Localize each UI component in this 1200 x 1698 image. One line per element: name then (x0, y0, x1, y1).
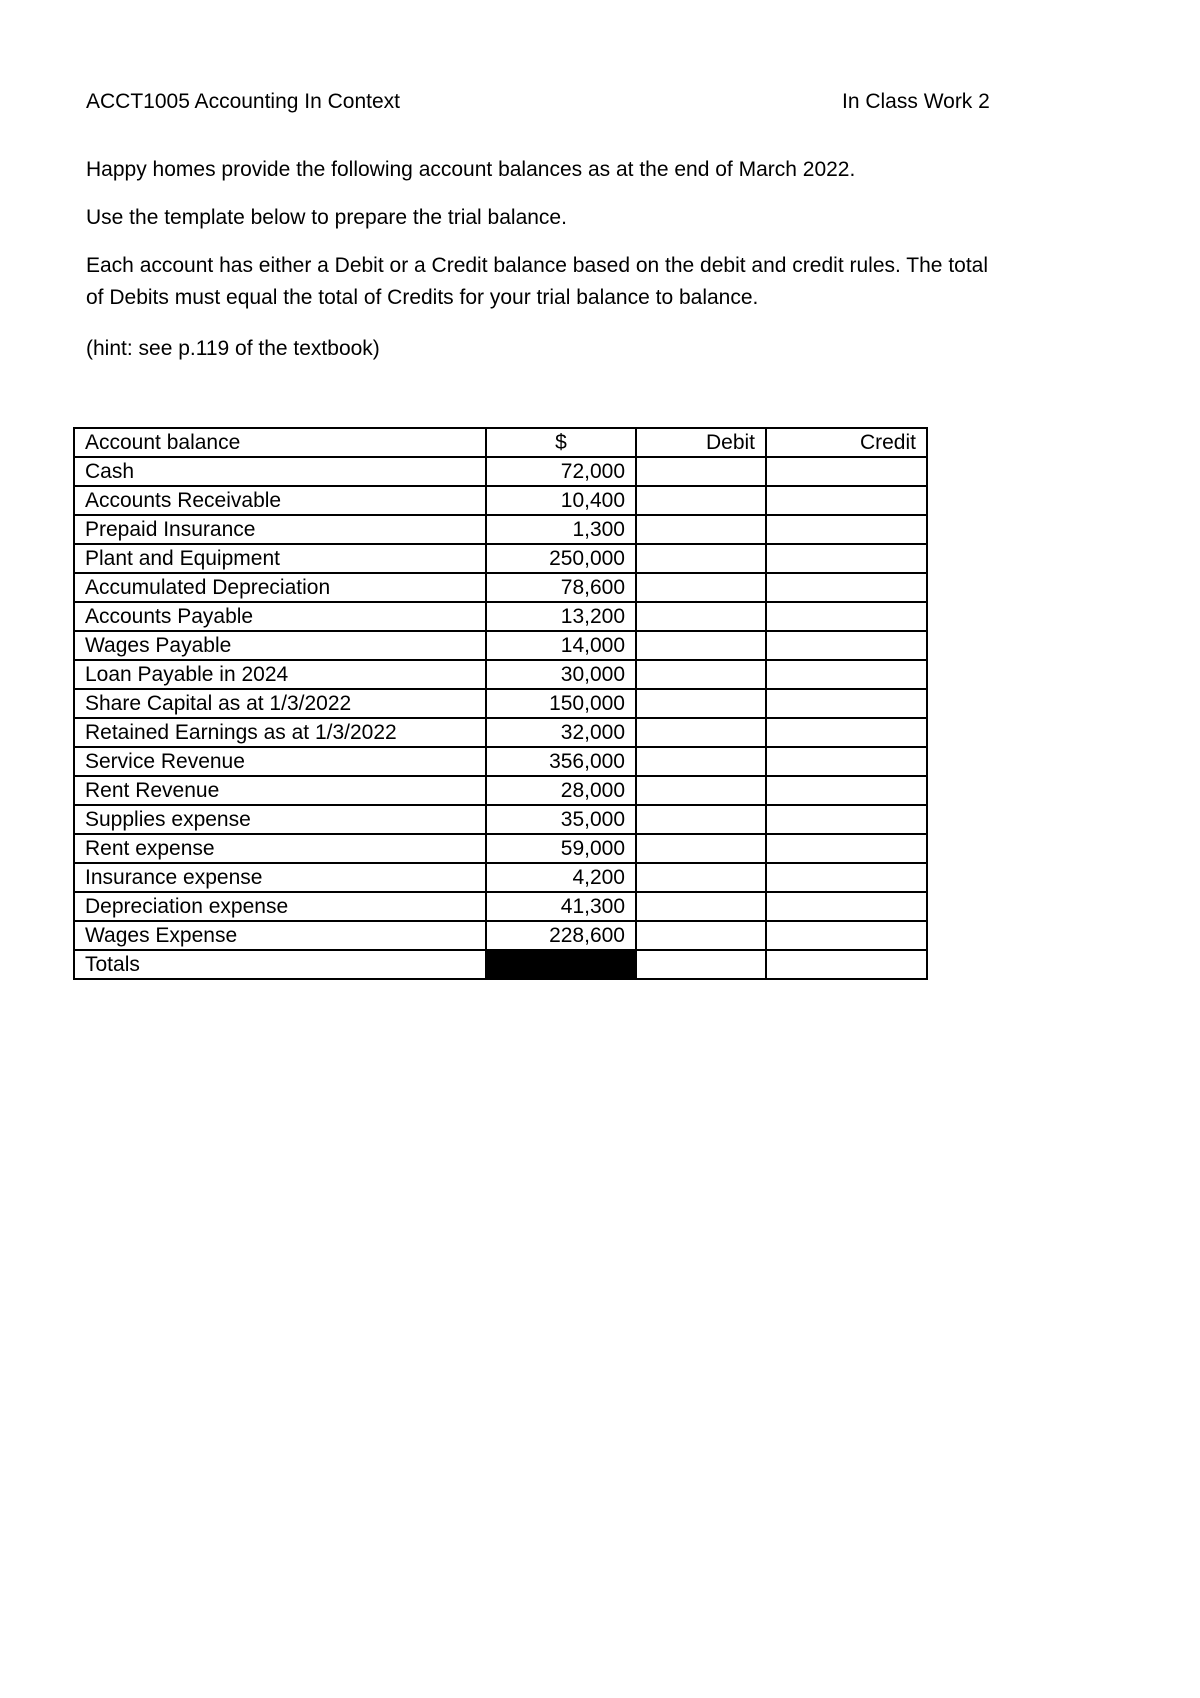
credit-cell[interactable] (766, 863, 927, 892)
credit-cell[interactable] (766, 776, 927, 805)
amount-cell: 78,600 (486, 573, 636, 602)
credit-cell[interactable] (766, 631, 927, 660)
amount-cell: 150,000 (486, 689, 636, 718)
table-row (74, 776, 927, 805)
amount-cell: 30,000 (486, 660, 636, 689)
hint-paragraph: (hint: see p.119 of the textbook) (86, 337, 380, 360)
credit-cell[interactable] (766, 689, 927, 718)
debit-cell[interactable] (636, 515, 766, 544)
account-name-cell: Cash (74, 457, 486, 486)
intro-paragraph-1: Happy homes provide the following account balances as at the end of March 2022. (86, 158, 856, 181)
account-name-cell: Accounts Receivable (74, 486, 486, 515)
account-name-cell: Plant and Equipment (74, 544, 486, 573)
table-row (74, 863, 927, 892)
account-name-cell: Service Revenue (74, 747, 486, 776)
table-row (74, 515, 927, 544)
credit-cell[interactable] (766, 515, 927, 544)
credit-cell[interactable] (766, 718, 927, 747)
table-body (74, 457, 927, 979)
credit-cell[interactable] (766, 747, 927, 776)
debit-cell[interactable] (636, 544, 766, 573)
header-account-balance: Account balance (74, 428, 486, 457)
header-debit: Debit (636, 428, 766, 457)
table-row (74, 689, 927, 718)
debit-cell[interactable] (636, 834, 766, 863)
amount-cell: 10,400 (486, 486, 636, 515)
amount-cell: 250,000 (486, 544, 636, 573)
table-header-row (74, 428, 927, 457)
totals-amount-blocked-cell (486, 950, 636, 979)
table-row (74, 544, 927, 573)
account-name-cell: Wages Expense (74, 921, 486, 950)
debit-cell[interactable] (636, 457, 766, 486)
intro-paragraph-2: Use the template below to prepare the trial balance. (86, 206, 567, 229)
assignment-title: In Class Work 2 (842, 90, 990, 113)
credit-cell[interactable] (766, 921, 927, 950)
account-name-cell: Insurance expense (74, 863, 486, 892)
debit-cell[interactable] (636, 892, 766, 921)
account-name-cell: Retained Earnings as at 1/3/2022 (74, 718, 486, 747)
header-amount: $ (486, 428, 636, 457)
amount-cell: 28,000 (486, 776, 636, 805)
table-row (74, 660, 927, 689)
table-row (74, 834, 927, 863)
debit-cell[interactable] (636, 631, 766, 660)
course-title: ACCT1005 Accounting In Context (86, 90, 401, 113)
trial-balance-table (73, 427, 928, 980)
credit-cell[interactable] (766, 544, 927, 573)
debit-cell[interactable] (636, 805, 766, 834)
intro-paragraph-3: Each account has either a Debit or a Credit balance based on the debit and credit rules. The total of Debits must equal the total of Credits for your trial balance to balance. (86, 254, 989, 309)
account-name-cell: Loan Payable in 2024 (74, 660, 486, 689)
debit-cell[interactable] (636, 776, 766, 805)
amount-cell: 356,000 (486, 747, 636, 776)
amount-cell: 4,200 (486, 863, 636, 892)
amount-cell: 41,300 (486, 892, 636, 921)
credit-cell[interactable] (766, 457, 927, 486)
totals-label: Totals (74, 950, 486, 979)
table-row (74, 718, 927, 747)
account-name-cell: Depreciation expense (74, 892, 486, 921)
account-name-cell: Supplies expense (74, 805, 486, 834)
table-row (74, 631, 927, 660)
amount-cell: 228,600 (486, 921, 636, 950)
debit-cell[interactable] (636, 718, 766, 747)
credit-cell[interactable] (766, 805, 927, 834)
credit-cell[interactable] (766, 602, 927, 631)
amount-cell: 14,000 (486, 631, 636, 660)
totals-credit-cell[interactable] (766, 950, 927, 979)
account-name-cell: Wages Payable (74, 631, 486, 660)
debit-cell[interactable] (636, 689, 766, 718)
debit-cell[interactable] (636, 573, 766, 602)
table-row (74, 747, 927, 776)
account-name-cell: Prepaid Insurance (74, 515, 486, 544)
table-row (74, 457, 927, 486)
table-row (74, 892, 927, 921)
account-name-cell: Accumulated Depreciation (74, 573, 486, 602)
debit-cell[interactable] (636, 863, 766, 892)
table-row (74, 805, 927, 834)
account-name-cell: Share Capital as at 1/3/2022 (74, 689, 486, 718)
header-credit: Credit (766, 428, 927, 457)
debit-cell[interactable] (636, 660, 766, 689)
account-name-cell: Accounts Payable (74, 602, 486, 631)
debit-cell[interactable] (636, 486, 766, 515)
amount-cell: 59,000 (486, 834, 636, 863)
amount-cell: 13,200 (486, 602, 636, 631)
debit-cell[interactable] (636, 921, 766, 950)
table-row (74, 486, 927, 515)
credit-cell[interactable] (766, 834, 927, 863)
table-row (74, 602, 927, 631)
account-name-cell: Rent expense (74, 834, 486, 863)
amount-cell: 1,300 (486, 515, 636, 544)
account-name-cell: Rent Revenue (74, 776, 486, 805)
debit-cell[interactable] (636, 747, 766, 776)
amount-cell: 32,000 (486, 718, 636, 747)
amount-cell: 35,000 (486, 805, 636, 834)
amount-cell: 72,000 (486, 457, 636, 486)
credit-cell[interactable] (766, 486, 927, 515)
credit-cell[interactable] (766, 660, 927, 689)
table-row (74, 573, 927, 602)
debit-cell[interactable] (636, 602, 766, 631)
totals-row (74, 950, 927, 979)
credit-cell[interactable] (766, 892, 927, 921)
table-row (74, 921, 927, 950)
credit-cell[interactable] (766, 573, 927, 602)
totals-debit-cell[interactable] (636, 950, 766, 979)
